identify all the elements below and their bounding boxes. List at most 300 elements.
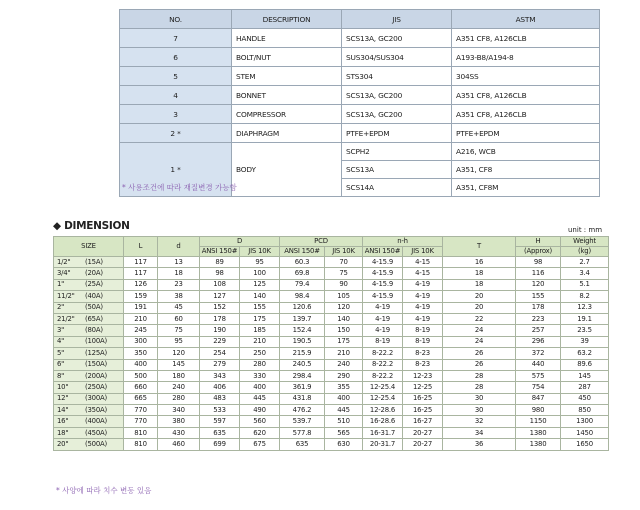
thickness-value: 26 — [443, 359, 516, 370]
header-t: T — [443, 237, 516, 257]
part-description: BONNET — [232, 86, 342, 105]
dimension-table — [53, 236, 609, 451]
flange-od-jis: 445 — [240, 393, 280, 404]
weight-value: 5.1 — [561, 279, 609, 290]
flange-od-ansi: 699 — [200, 439, 240, 450]
height-value: 155 — [516, 291, 561, 302]
bolt-holes-jis: 4-19 — [403, 302, 443, 313]
bolt-holes-jis: 4-19 — [403, 279, 443, 290]
height-value: 980 — [516, 405, 561, 416]
flange-od-ansi: 254 — [200, 348, 240, 359]
dimension-note: * 사양에 따라 치수 변동 있음 — [56, 486, 152, 495]
dimension-row — [54, 382, 609, 393]
bolt-holes-ansi: 8-22.2 — [363, 359, 403, 370]
pcd-jis: 290 — [325, 370, 363, 381]
thickness-value: 16 — [443, 257, 516, 268]
size-cell — [54, 359, 124, 370]
materials-table — [119, 9, 600, 197]
bore-value: 460 — [158, 439, 200, 450]
pcd-ansi: 431.8 — [280, 393, 325, 404]
materials-note: * 사용조건에 따라 재질변경 가능함 — [122, 183, 237, 192]
weight-value: 3.4 — [561, 268, 609, 279]
flange-od-ansi: 229 — [200, 336, 240, 347]
size-inch: 1/2" — [57, 257, 71, 266]
bore-value: 280 — [158, 393, 200, 404]
bolt-holes-jis: 8-19 — [403, 325, 443, 336]
pcd-jis: 70 — [325, 257, 363, 268]
weight-value: 1300 — [561, 416, 609, 427]
materials-row — [120, 48, 600, 67]
flange-od-jis: 620 — [240, 427, 280, 438]
header-d: D — [200, 237, 280, 247]
bolt-holes-ansi: 4-19 — [363, 302, 403, 313]
height-value: 296 — [516, 336, 561, 347]
size-cell — [54, 325, 124, 336]
bolt-holes-jis: 4-15 — [403, 257, 443, 268]
length-value: 665 — [124, 393, 158, 404]
pcd-jis: 355 — [325, 382, 363, 393]
bolt-holes-ansi: 20-31.7 — [363, 439, 403, 450]
flange-od-ansi: 533 — [200, 405, 240, 416]
size-dn: (25A) — [85, 280, 103, 289]
flange-od-jis: 330 — [240, 370, 280, 381]
bore-value: 180 — [158, 370, 200, 381]
part-no: 5 — [120, 67, 232, 86]
size-cell — [54, 382, 124, 393]
header-d-ansi: ANSI 150# — [200, 247, 240, 257]
weight-value: 12.3 — [561, 302, 609, 313]
pcd-jis: 210 — [325, 348, 363, 359]
dimension-row — [54, 439, 609, 450]
header-d-small: d — [158, 237, 200, 257]
pcd-jis: 445 — [325, 405, 363, 416]
length-value: 126 — [124, 279, 158, 290]
header-h-approx: (Approx) — [516, 247, 561, 257]
flange-od-ansi: 279 — [200, 359, 240, 370]
weight-value: 450 — [561, 393, 609, 404]
size-inch: 21/2" — [57, 314, 75, 323]
bore-value: 75 — [158, 325, 200, 336]
part-jis: SUS304/SUS304 — [342, 48, 452, 67]
header-nh: n-h — [363, 237, 443, 247]
size-dn: (40A) — [85, 291, 103, 300]
bolt-holes-ansi: 16-28.6 — [363, 416, 403, 427]
length-value: 300 — [124, 336, 158, 347]
flange-od-ansi: 190 — [200, 325, 240, 336]
dimension-row — [54, 291, 609, 302]
pcd-ansi: 298.4 — [280, 370, 325, 381]
height-value: 754 — [516, 382, 561, 393]
bolt-holes-ansi: 4-15.9 — [363, 291, 403, 302]
bolt-holes-ansi: 4-15.9 — [363, 279, 403, 290]
bolt-holes-ansi: 8-22.2 — [363, 370, 403, 381]
length-value: 159 — [124, 291, 158, 302]
size-dn: (80A) — [85, 326, 103, 335]
header-d-jis: JIS 10K — [240, 247, 280, 257]
height-value: 372 — [516, 348, 561, 359]
length-value: 810 — [124, 427, 158, 438]
header-size: SIZE — [54, 237, 124, 257]
size-cell — [54, 279, 124, 290]
bore-value: 23 — [158, 279, 200, 290]
height-value: 257 — [516, 325, 561, 336]
bolt-holes-ansi: 4-15.9 — [363, 257, 403, 268]
pcd-ansi: 361.9 — [280, 382, 325, 393]
flange-od-jis: 250 — [240, 348, 280, 359]
size-dn: (450A) — [85, 428, 108, 437]
dimension-row — [54, 416, 609, 427]
materials-row — [120, 86, 600, 105]
dimension-row — [54, 279, 609, 290]
part-jis: PTFE+EPDM — [342, 124, 452, 143]
size-inch: 14" — [57, 405, 69, 414]
size-inch: 3/4" — [57, 269, 71, 278]
size-cell — [54, 268, 124, 279]
flange-od-jis: 95 — [240, 257, 280, 268]
header-pcd-jis: JIS 10K — [325, 247, 363, 257]
part-description: COMPRESSOR — [232, 105, 342, 124]
part-no: 3 — [120, 105, 232, 124]
pcd-jis: 75 — [325, 268, 363, 279]
flange-od-jis: 175 — [240, 313, 280, 324]
flange-od-jis: 185 — [240, 325, 280, 336]
pcd-ansi: 240.5 — [280, 359, 325, 370]
length-value: 400 — [124, 359, 158, 370]
bolt-holes-jis: 4-19 — [403, 313, 443, 324]
weight-value: 89.6 — [561, 359, 609, 370]
part-astm: PTFE+EPDM — [452, 124, 600, 143]
size-inch: 2" — [57, 303, 65, 312]
size-inch: 1" — [57, 280, 65, 289]
height-value: 116 — [516, 268, 561, 279]
bore-value: 240 — [158, 382, 200, 393]
bolt-holes-ansi: 12-25.4 — [363, 382, 403, 393]
size-inch: 3" — [57, 326, 65, 335]
height-value: 1150 — [516, 416, 561, 427]
height-value: 223 — [516, 313, 561, 324]
size-cell — [54, 393, 124, 404]
dimension-title: ◆ DIMENSION — [53, 220, 130, 232]
header-h: H — [516, 237, 561, 247]
thickness-value: 18 — [443, 279, 516, 290]
height-value: 440 — [516, 359, 561, 370]
flange-od-ansi: 597 — [200, 416, 240, 427]
part-description: BODY — [232, 143, 342, 197]
bolt-holes-jis: 4-19 — [403, 291, 443, 302]
size-dn: (250A) — [85, 382, 108, 391]
height-value: 120 — [516, 279, 561, 290]
header-astm: ASTM — [452, 10, 600, 29]
part-description: BOLT/NUT — [232, 48, 342, 67]
size-inch: 12" — [57, 394, 69, 403]
height-value: 1380 — [516, 439, 561, 450]
dimension-row — [54, 313, 609, 324]
thickness-value: 24 — [443, 336, 516, 347]
height-value: 98 — [516, 257, 561, 268]
size-cell — [54, 313, 124, 324]
size-cell — [54, 336, 124, 347]
header-pcd-ansi: ANSI 150# — [280, 247, 325, 257]
pcd-jis: 400 — [325, 393, 363, 404]
flange-od-jis: 490 — [240, 405, 280, 416]
size-dn: (50A) — [85, 303, 103, 312]
bolt-holes-jis: 8-23 — [403, 348, 443, 359]
part-jis: SCS13A, GC200 — [342, 105, 452, 124]
dimension-row — [54, 405, 609, 416]
flange-od-ansi: 178 — [200, 313, 240, 324]
part-jis: SCS13A, GC200 — [342, 86, 452, 105]
pcd-jis: 150 — [325, 325, 363, 336]
weight-value: 23.5 — [561, 325, 609, 336]
size-cell — [54, 416, 124, 427]
pcd-ansi: 476.2 — [280, 405, 325, 416]
weight-value: 145 — [561, 370, 609, 381]
materials-row — [120, 29, 600, 48]
length-value: 500 — [124, 370, 158, 381]
bolt-holes-jis: 8-23 — [403, 359, 443, 370]
size-cell — [54, 405, 124, 416]
weight-value: 39 — [561, 336, 609, 347]
part-no: 1 * — [120, 143, 232, 197]
size-cell — [54, 439, 124, 450]
part-astm: A351, CF8M — [452, 179, 600, 197]
weight-value: 287 — [561, 382, 609, 393]
dimension-row — [54, 336, 609, 347]
unit-label: unit : mm — [568, 226, 603, 234]
dimension-row — [54, 257, 609, 268]
bore-value: 340 — [158, 405, 200, 416]
bolt-holes-ansi: 4-15.9 — [363, 268, 403, 279]
flange-od-ansi: 343 — [200, 370, 240, 381]
materials-header-row — [120, 10, 600, 29]
bolt-holes-jis: 16-25 — [403, 393, 443, 404]
part-jis: SCPH2 — [342, 143, 452, 161]
bore-value: 18 — [158, 268, 200, 279]
bolt-holes-jis: 16-27 — [403, 416, 443, 427]
length-value: 770 — [124, 405, 158, 416]
size-dn: (200A) — [85, 371, 108, 380]
size-dn: (400A) — [85, 417, 108, 426]
flange-od-ansi: 127 — [200, 291, 240, 302]
length-value: 660 — [124, 382, 158, 393]
length-value: 210 — [124, 313, 158, 324]
flange-od-ansi: 152 — [200, 302, 240, 313]
thickness-value: 30 — [443, 393, 516, 404]
header-description: DESCRIPTION — [232, 10, 342, 29]
pcd-jis: 510 — [325, 416, 363, 427]
part-jis: SCS13A — [342, 161, 452, 179]
weight-value: 850 — [561, 405, 609, 416]
pcd-ansi: 539.7 — [280, 416, 325, 427]
weight-value: 63.2 — [561, 348, 609, 359]
pcd-jis: 565 — [325, 427, 363, 438]
materials-row — [120, 67, 600, 86]
header-l: L — [124, 237, 158, 257]
length-value: 770 — [124, 416, 158, 427]
bolt-holes-jis: 4-15 — [403, 268, 443, 279]
part-astm: A216, WCB — [452, 143, 600, 161]
size-inch: 11/2" — [57, 291, 75, 300]
dimension-section — [53, 236, 608, 451]
flange-od-jis: 560 — [240, 416, 280, 427]
size-cell — [54, 257, 124, 268]
weight-value: 1650 — [561, 439, 609, 450]
pcd-jis: 175 — [325, 336, 363, 347]
size-dn: (500A) — [85, 439, 108, 448]
bore-value: 380 — [158, 416, 200, 427]
pcd-ansi: 190.5 — [280, 336, 325, 347]
flange-od-ansi: 89 — [200, 257, 240, 268]
size-dn: (125A) — [85, 348, 108, 357]
part-astm: A351 CF8, A126CLB — [452, 29, 600, 48]
size-dn: (20A) — [85, 269, 103, 278]
materials-row-body-1 — [120, 143, 600, 161]
size-inch: 16" — [57, 417, 69, 426]
bolt-holes-jis: 20-27 — [403, 439, 443, 450]
flange-od-jis: 140 — [240, 291, 280, 302]
size-cell — [54, 348, 124, 359]
part-no: 4 — [120, 86, 232, 105]
bore-value: 13 — [158, 257, 200, 268]
pcd-ansi: 120.6 — [280, 302, 325, 313]
dimension-row — [54, 268, 609, 279]
materials-row — [120, 105, 600, 124]
thickness-value: 18 — [443, 268, 516, 279]
size-inch: 20" — [57, 439, 69, 448]
materials-row — [120, 124, 600, 143]
header-nh-ansi: ANSI 150# — [363, 247, 403, 257]
height-value: 1380 — [516, 427, 561, 438]
dimension-header-row-1 — [54, 237, 609, 247]
length-value: 117 — [124, 268, 158, 279]
flange-od-jis: 280 — [240, 359, 280, 370]
bolt-holes-ansi: 16-31.7 — [363, 427, 403, 438]
thickness-value: 24 — [443, 325, 516, 336]
dimension-row — [54, 393, 609, 404]
dimension-row — [54, 348, 609, 359]
flange-od-ansi: 483 — [200, 393, 240, 404]
bolt-holes-ansi: 8-22.2 — [363, 348, 403, 359]
size-inch: 8" — [57, 371, 65, 380]
bolt-holes-jis: 12-23 — [403, 370, 443, 381]
pcd-ansi: 577.8 — [280, 427, 325, 438]
bore-value: 38 — [158, 291, 200, 302]
part-astm: A351 CF8, A126CLB — [452, 86, 600, 105]
bolt-holes-ansi: 4-19 — [363, 313, 403, 324]
size-dn: (150A) — [85, 360, 108, 369]
length-value: 191 — [124, 302, 158, 313]
part-description: HANDLE — [232, 29, 342, 48]
flange-od-jis: 155 — [240, 302, 280, 313]
header-nh-jis: JIS 10K — [403, 247, 443, 257]
flange-od-jis: 675 — [240, 439, 280, 450]
bolt-holes-jis: 12-25 — [403, 382, 443, 393]
weight-value: 2.7 — [561, 257, 609, 268]
size-cell — [54, 370, 124, 381]
dimension-row — [54, 427, 609, 438]
size-inch: 5" — [57, 348, 65, 357]
dimension-row — [54, 325, 609, 336]
part-no: 7 — [120, 29, 232, 48]
part-jis: STS304 — [342, 67, 452, 86]
height-value: 847 — [516, 393, 561, 404]
part-jis: SCS14A — [342, 179, 452, 197]
size-dn: (350A) — [85, 405, 108, 414]
dimension-row — [54, 359, 609, 370]
dimension-row — [54, 302, 609, 313]
pcd-jis: 90 — [325, 279, 363, 290]
size-cell — [54, 427, 124, 438]
thickness-value: 36 — [443, 439, 516, 450]
bore-value: 430 — [158, 427, 200, 438]
part-description: DIAPHRAGM — [232, 124, 342, 143]
size-cell — [54, 302, 124, 313]
thickness-value: 20 — [443, 302, 516, 313]
size-dn: (300A) — [85, 394, 108, 403]
pcd-ansi: 98.4 — [280, 291, 325, 302]
length-value: 117 — [124, 257, 158, 268]
bolt-holes-jis: 16-25 — [403, 405, 443, 416]
flange-od-jis: 125 — [240, 279, 280, 290]
bolt-holes-ansi: 4-19 — [363, 325, 403, 336]
thickness-value: 28 — [443, 370, 516, 381]
part-no: 2 * — [120, 124, 232, 143]
pcd-jis: 140 — [325, 313, 363, 324]
pcd-ansi: 79.4 — [280, 279, 325, 290]
height-value: 575 — [516, 370, 561, 381]
height-value: 178 — [516, 302, 561, 313]
flange-od-jis: 400 — [240, 382, 280, 393]
size-inch: 18" — [57, 428, 69, 437]
bore-value: 45 — [158, 302, 200, 313]
bore-value: 95 — [158, 336, 200, 347]
part-astm: A193-B8/A194-8 — [452, 48, 600, 67]
bore-value: 60 — [158, 313, 200, 324]
header-weight-unit: (kg) — [561, 247, 609, 257]
part-jis: SCS13A, GC200 — [342, 29, 452, 48]
header-weight: Weight — [561, 237, 609, 247]
pcd-jis: 240 — [325, 359, 363, 370]
bolt-holes-ansi: 12-25.4 — [363, 393, 403, 404]
size-cell — [54, 291, 124, 302]
weight-value: 19.1 — [561, 313, 609, 324]
pcd-ansi: 139.7 — [280, 313, 325, 324]
size-inch: 6" — [57, 360, 65, 369]
bolt-holes-jis: 8-19 — [403, 336, 443, 347]
pcd-ansi: 69.8 — [280, 268, 325, 279]
bore-value: 120 — [158, 348, 200, 359]
header-jis: JIS — [342, 10, 452, 29]
bolt-holes-jis: 20-27 — [403, 427, 443, 438]
flange-od-jis: 210 — [240, 336, 280, 347]
size-inch: 10" — [57, 382, 69, 391]
part-astm: A351 CF8, A126CLB — [452, 105, 600, 124]
size-dn: (100A) — [85, 337, 108, 346]
materials-section — [119, 9, 599, 197]
bore-value: 145 — [158, 359, 200, 370]
flange-od-jis: 100 — [240, 268, 280, 279]
thickness-value: 26 — [443, 348, 516, 359]
part-no: 6 — [120, 48, 232, 67]
thickness-value: 34 — [443, 427, 516, 438]
pcd-ansi: 152.4 — [280, 325, 325, 336]
pcd-jis: 630 — [325, 439, 363, 450]
part-astm: 304SS — [452, 67, 600, 86]
pcd-ansi: 60.3 — [280, 257, 325, 268]
header-no: NO. — [120, 10, 232, 29]
thickness-value: 30 — [443, 405, 516, 416]
flange-od-ansi: 108 — [200, 279, 240, 290]
